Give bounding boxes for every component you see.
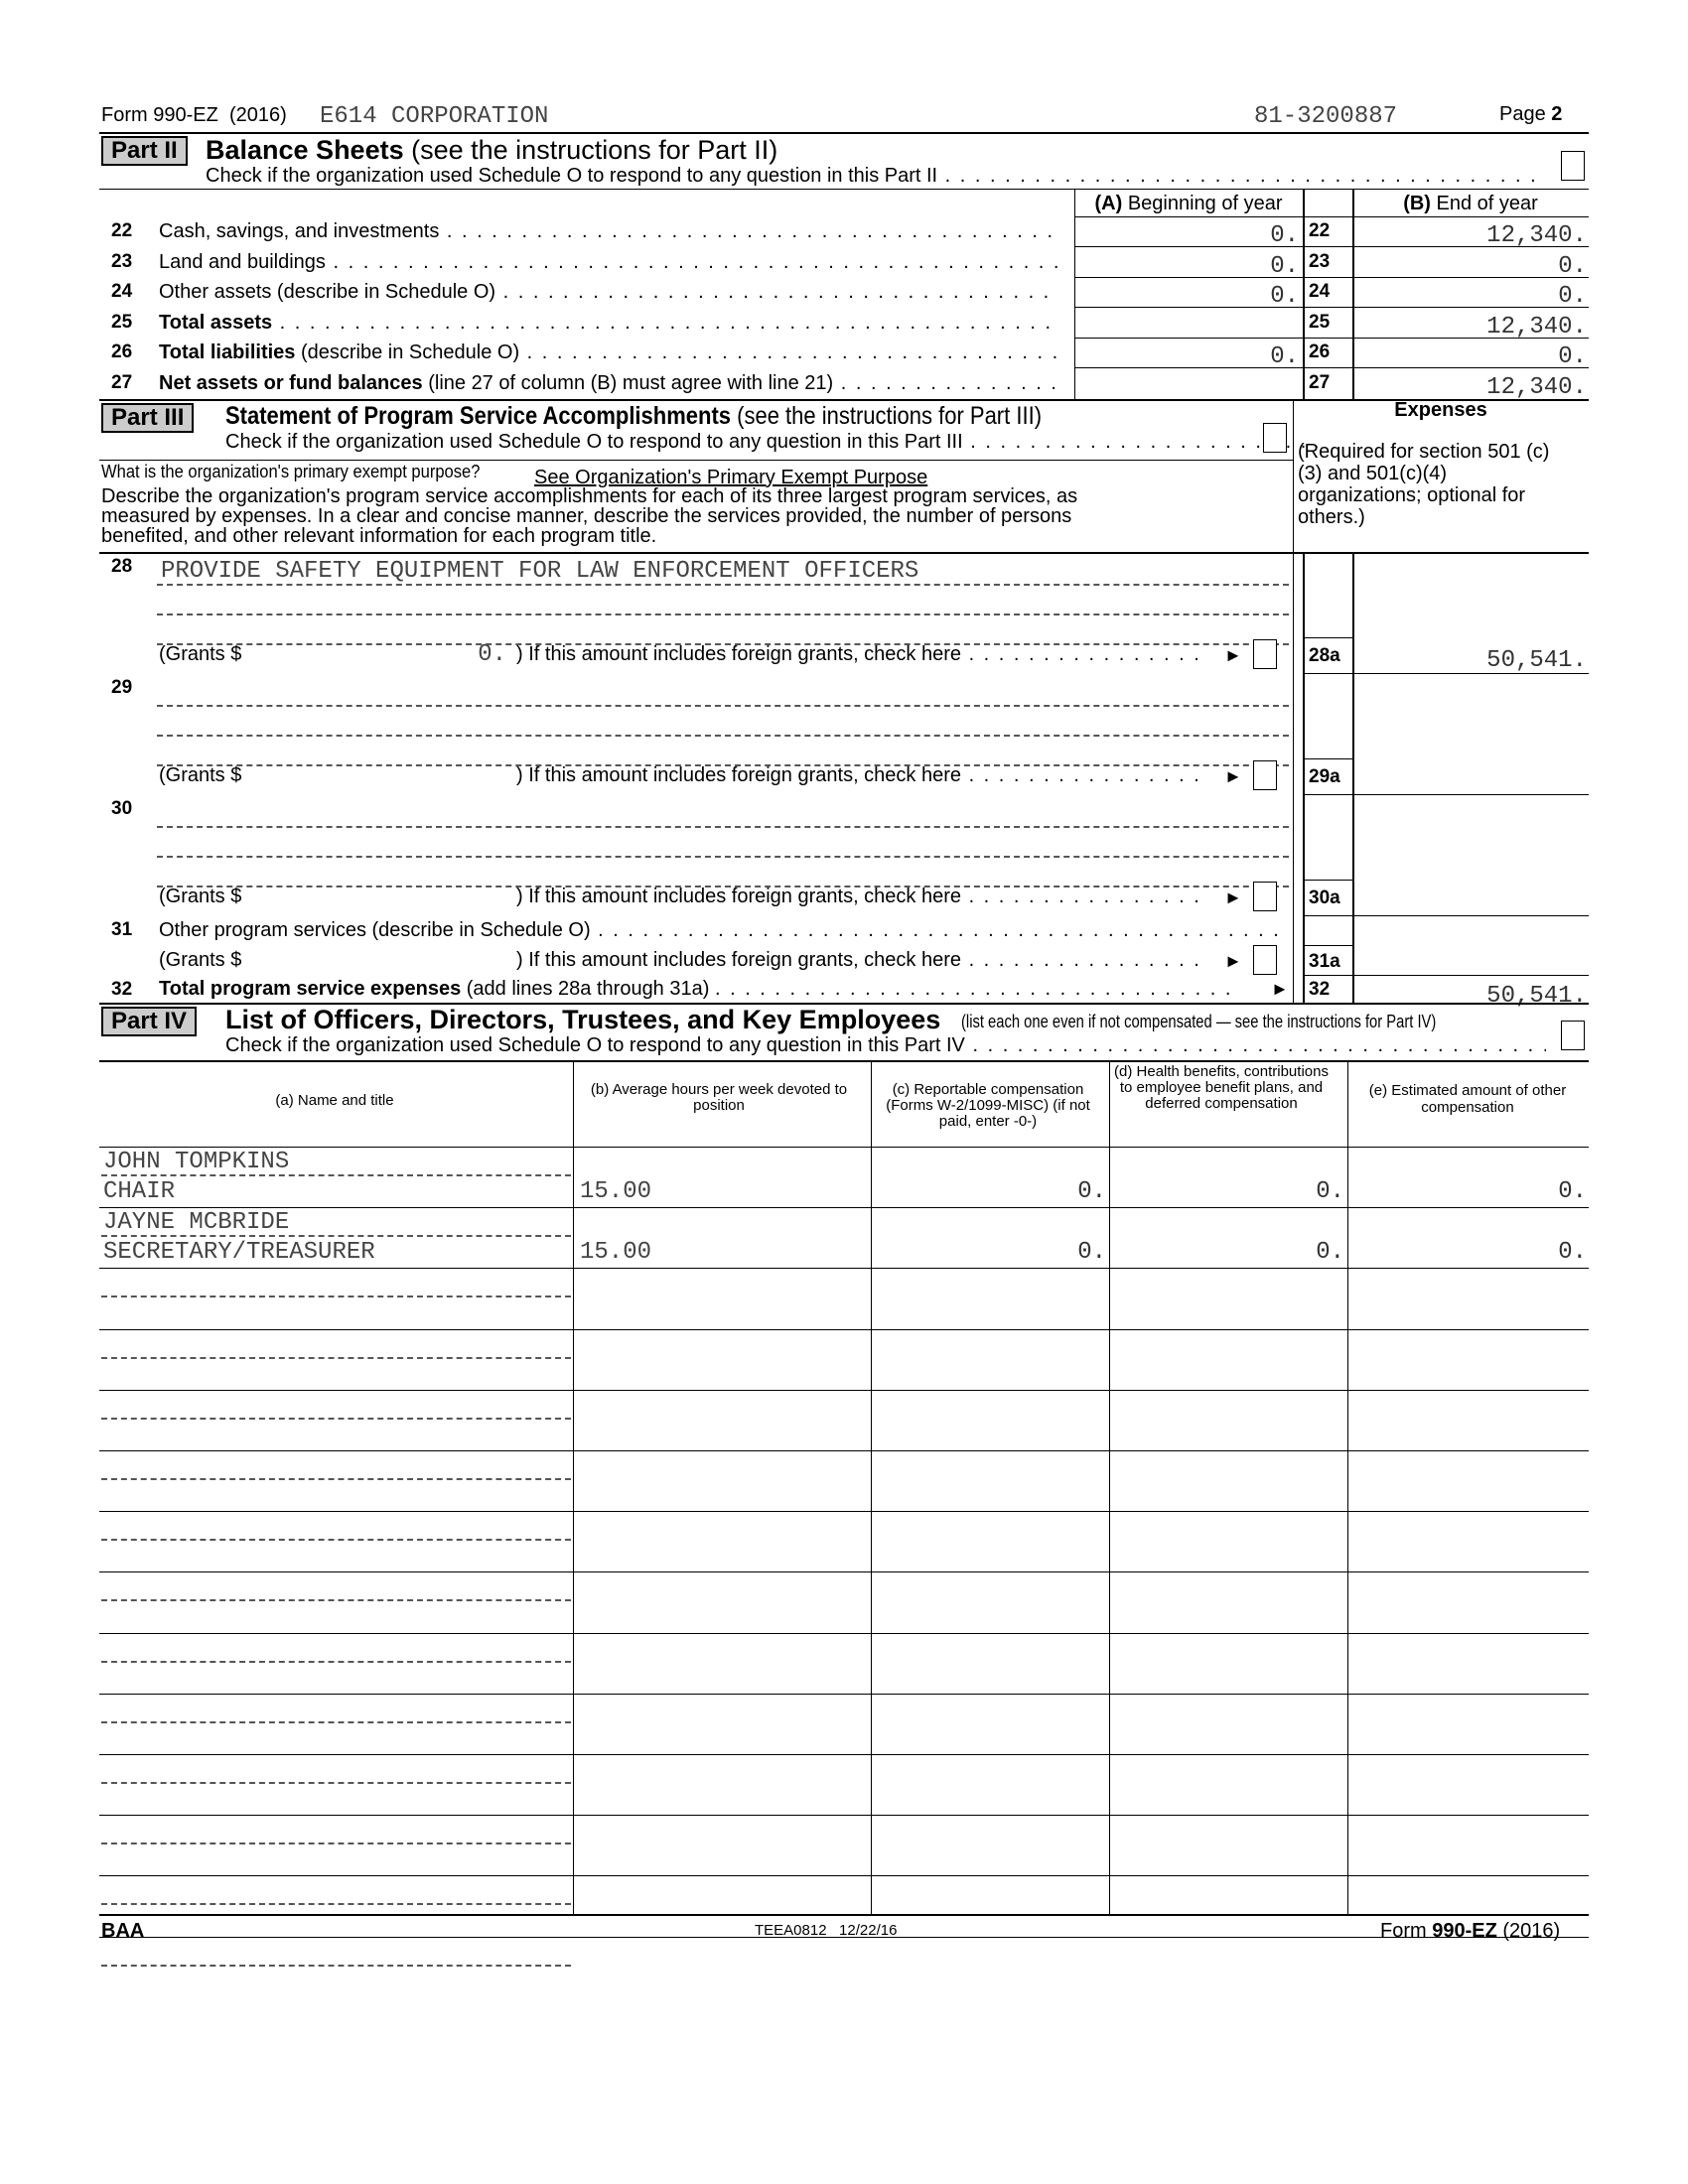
dash-line [101, 1478, 571, 1480]
officer-name: JOHN TOMPKINS [103, 1149, 290, 1175]
purpose-question: What is the organization's primary exempt purpose? [101, 462, 481, 481]
dash-line [101, 1903, 571, 1905]
part3-check-text: Check if the organization used Schedule O to respond to any question in this Part III . . . [225, 431, 1318, 454]
balance-value-a: 0. [1270, 343, 1299, 371]
dash-line [157, 584, 1289, 586]
line-31-number: 31 [111, 919, 133, 940]
balance-line-number: 25 [111, 311, 133, 333]
officer-name: JAYNE MCBRIDE [103, 1209, 290, 1237]
officer-benefits: 0. [1316, 1239, 1344, 1267]
balance-line-label [159, 251, 1057, 274]
dash-line [101, 1539, 571, 1541]
dash-line [101, 1843, 571, 1844]
dash-line [101, 1418, 571, 1420]
rule [99, 189, 1589, 190]
rule [99, 1060, 1589, 1062]
row-rule [99, 1329, 1589, 1330]
col-a-header: (A) Beginning of year [1094, 193, 1283, 214]
balance-value-a: 0. [1270, 222, 1299, 249]
line-31-grants-tail: ) If this amount includes foreign grants, check here . . . [516, 949, 1201, 972]
balance-line-number: 22 [111, 220, 133, 241]
balance-value-b: 12,340. [1486, 313, 1587, 341]
line-31-grants-label: (Grants $ [159, 949, 242, 971]
part4-title: List of Officers, Directors, Trustees, and Key Employees [225, 1005, 941, 1034]
page-number: Page 2 [1499, 103, 1563, 125]
arrow-icon: ► [1224, 766, 1242, 786]
form-code: TEEA0812 12/22/16 [755, 1922, 898, 1939]
program-description: PROVIDE SAFETY EQUIPMENT FOR LAW ENFORCEMENT OFFICERS [161, 558, 919, 585]
row-rule [99, 1450, 1589, 1451]
balance-line-bold: Total liabilities [159, 341, 296, 364]
program-line-number: 28 [111, 556, 133, 577]
officer-title: SECRETARY/TREASURER [103, 1239, 375, 1267]
dash-line [101, 1721, 571, 1723]
rule [1074, 216, 1589, 217]
row-rule [1303, 673, 1589, 674]
row-rule [99, 1875, 1589, 1876]
rule [1303, 552, 1305, 1003]
dash-line [101, 1782, 571, 1784]
dash-line [101, 1599, 571, 1601]
col-b-header: (B) End of year [1403, 193, 1538, 214]
row-rule [99, 1694, 1589, 1695]
dash-line [101, 1357, 571, 1359]
rule [99, 1914, 1589, 1916]
line-32-text: Total program service expenses (add lines 28a through 31a) . . . [159, 978, 1231, 1001]
balance-value-b: 12,340. [1486, 222, 1587, 249]
balance-value-b: 0. [1558, 343, 1587, 371]
code-rule [1303, 758, 1352, 759]
form-page [99, 99, 1589, 2065]
balance-line-number: 27 [111, 372, 133, 393]
program-code: 30a [1309, 887, 1340, 908]
balance-line-code: 26 [1309, 341, 1331, 363]
row-rule [99, 1511, 1589, 1512]
row-rule [99, 1390, 1589, 1391]
grants-label: (Grants $ [159, 764, 242, 786]
row-rule [99, 1754, 1589, 1755]
balance-line-label [159, 341, 1057, 364]
program-code: 29a [1309, 766, 1340, 787]
rule [1303, 189, 1305, 399]
part2-title: Balance Sheets (see the instructions for Part II) [206, 135, 778, 165]
rule [1293, 399, 1294, 552]
col-b-hours: (b) Average hours per week devoted to position [590, 1081, 848, 1114]
balance-line-number: 23 [111, 250, 133, 272]
balance-line-code: 27 [1309, 372, 1331, 393]
grants-tail: ) If this amount includes foreign grants, check here . . . [516, 764, 1201, 787]
balance-line-label [159, 372, 1057, 395]
grants-tail: ) If this amount includes foreign grants, check here . . . [516, 643, 1201, 666]
balance-value-a: 0. [1270, 252, 1299, 280]
expenses-note: (Required for section 501 (c)(3) and 501(c)(4) organizations; optional for others.) [1298, 441, 1550, 528]
code-rule [1303, 880, 1352, 881]
part2-check-text: Check if the organization used Schedule O to respond to any question in this Part II . . . [206, 165, 1546, 188]
balance-value-a: 0. [1270, 283, 1299, 311]
officer-compensation: 0. [1077, 1178, 1106, 1205]
balance-line-code: 22 [1309, 220, 1331, 241]
part4-subtitle: (list each one even if not compensated — see the instructions for Part IV) [961, 1012, 1437, 1031]
part3-title: Statement of Program Service Accomplishments (see the instructions for Part III) [225, 402, 1043, 430]
row-rule [1074, 338, 1589, 339]
part3-schedule-o-checkbox[interactable] [1263, 423, 1287, 453]
row-rule [99, 1815, 1589, 1816]
footer-form-label: Form 990-EZ (2016) [1380, 1920, 1561, 1942]
line-32-arrow-icon: ► [1271, 979, 1289, 999]
line-32-value: 50,541. [1486, 983, 1587, 1010]
officer-hours: 15.00 [580, 1178, 652, 1205]
org-name: E614 CORPORATION [320, 103, 549, 130]
line-31-text: Other program services (describe in Schedule O) . . . [159, 919, 1281, 942]
rule [871, 1060, 872, 1914]
grants-label: (Grants $ [159, 886, 242, 907]
rule [99, 460, 1293, 461]
program-line-number: 29 [111, 677, 133, 698]
row-rule [1303, 915, 1589, 916]
header-rule [99, 132, 1589, 134]
dash-line [101, 1296, 571, 1297]
dash-line [157, 735, 1289, 737]
program-line-number: 30 [111, 798, 133, 819]
balance-line-label [159, 312, 1057, 335]
foreign-grants-checkbox[interactable] [1253, 882, 1277, 911]
balance-line-text: Cash, savings, and investments [159, 220, 440, 242]
dash-line [157, 856, 1289, 858]
col-a-name-title: (a) Name and title [275, 1092, 394, 1109]
rule [1074, 189, 1075, 399]
program-expense: 50,541. [1486, 647, 1587, 674]
balance-line-code: 25 [1309, 311, 1331, 333]
rule [1293, 552, 1294, 1003]
foreign-grants-checkbox[interactable] [1253, 639, 1277, 669]
dash-line [157, 705, 1289, 707]
balance-line-label [159, 220, 1057, 243]
col-e-other: (e) Estimated amount of other compensation [1368, 1082, 1567, 1116]
arrow-icon: ► [1224, 887, 1242, 907]
row-rule [1074, 246, 1589, 247]
dash-line [157, 826, 1289, 828]
balance-line-rest: (line 27 of column (B) must agree with line 21) [422, 372, 834, 394]
grants-tail: ) If this amount includes foreign grants, check here . . . [516, 886, 1201, 908]
part4-tag: Part IV [101, 1007, 197, 1036]
line-31-arrow-icon: ► [1224, 951, 1242, 971]
code-rule [1303, 637, 1352, 638]
balance-line-number: 24 [111, 281, 133, 303]
rule [1109, 1060, 1110, 1914]
part2-tag: Part II [101, 136, 188, 166]
balance-line-code: 24 [1309, 281, 1331, 303]
row-rule [1074, 307, 1589, 308]
rule [99, 552, 1589, 554]
arrow-icon: ► [1224, 645, 1242, 665]
dash-line [101, 1965, 571, 1967]
balance-line-text: Other assets (describe in Schedule O) [159, 281, 496, 304]
balance-value-b: 0. [1558, 252, 1587, 280]
code-rule [1303, 945, 1352, 946]
row-rule [99, 1633, 1589, 1634]
officer-other: 0. [1558, 1239, 1587, 1267]
row-rule [99, 1571, 1589, 1572]
rule [1352, 189, 1354, 399]
baa-label: BAA [101, 1920, 145, 1942]
balance-line-number: 26 [111, 341, 133, 363]
officer-hours: 15.00 [580, 1239, 652, 1267]
balance-line-rest: (describe in Schedule O) [295, 341, 520, 364]
balance-line-bold: Net assets or fund balances [159, 372, 423, 394]
ein: 81-3200887 [1254, 103, 1398, 130]
part3-tag: Part III [101, 403, 194, 433]
line-31a-code: 31a [1309, 951, 1340, 972]
row-rule [1074, 277, 1589, 278]
part4-schedule-o-checkbox[interactable] [1561, 1021, 1585, 1050]
row-rule [1074, 367, 1589, 368]
foreign-grants-checkbox[interactable] [1253, 760, 1277, 790]
row-rule [1303, 794, 1589, 795]
balance-line-text: Land and buildings [159, 250, 326, 273]
line-31-foreign-checkbox[interactable] [1253, 945, 1277, 975]
balance-value-b: 12,340. [1486, 374, 1587, 401]
col-d-benefits: (d) Health benefits, contributions to employee benefit plans, and deferred compensation [1114, 1063, 1329, 1112]
dash-line [157, 614, 1289, 615]
balance-value-b: 0. [1558, 283, 1587, 311]
dash-line [101, 1661, 571, 1663]
program-code: 28a [1309, 645, 1340, 666]
part2-schedule-o-checkbox[interactable] [1561, 151, 1585, 181]
officer-other: 0. [1558, 1178, 1587, 1205]
balance-line-code: 23 [1309, 250, 1331, 272]
balance-line-bold: Total assets [159, 311, 273, 334]
line-32-number: 32 [111, 979, 133, 1000]
rule [1347, 1060, 1348, 1914]
grants-label: (Grants $ [159, 643, 242, 665]
officer-title: CHAIR [103, 1178, 176, 1205]
officer-compensation: 0. [1077, 1239, 1106, 1267]
form-label: Form 990-EZ (2016) [101, 104, 287, 126]
part4-check-text: Check if the organization used Schedule O to respond to any question in this Part IV . . . [225, 1034, 1546, 1057]
col-c-compensation: (c) Reportable compensation (Forms W-2/1099-MISC) (if not paid, enter -0-) [886, 1081, 1090, 1130]
purpose-answer: See Organization's Primary Exempt Purpose [534, 467, 928, 488]
rule [1352, 552, 1354, 1003]
rule [99, 1147, 1589, 1148]
line-32-code: 32 [1309, 979, 1331, 1000]
row-rule [99, 1207, 1589, 1208]
balance-line-label [159, 281, 1057, 304]
officer-benefits: 0. [1316, 1178, 1344, 1205]
row-rule [99, 1268, 1589, 1269]
rule [573, 1060, 574, 1914]
describe-text: Describe the organization's program service accomplishments for each of its three largest program services, as measured by expenses. In a clear and concise manner, describe the services provided, the number of persons benefited, and other relevant information for each program title. [101, 485, 1078, 547]
grants-amount: 0. [478, 641, 506, 668]
expenses-header: Expenses [1394, 399, 1487, 421]
rule [1303, 975, 1589, 976]
